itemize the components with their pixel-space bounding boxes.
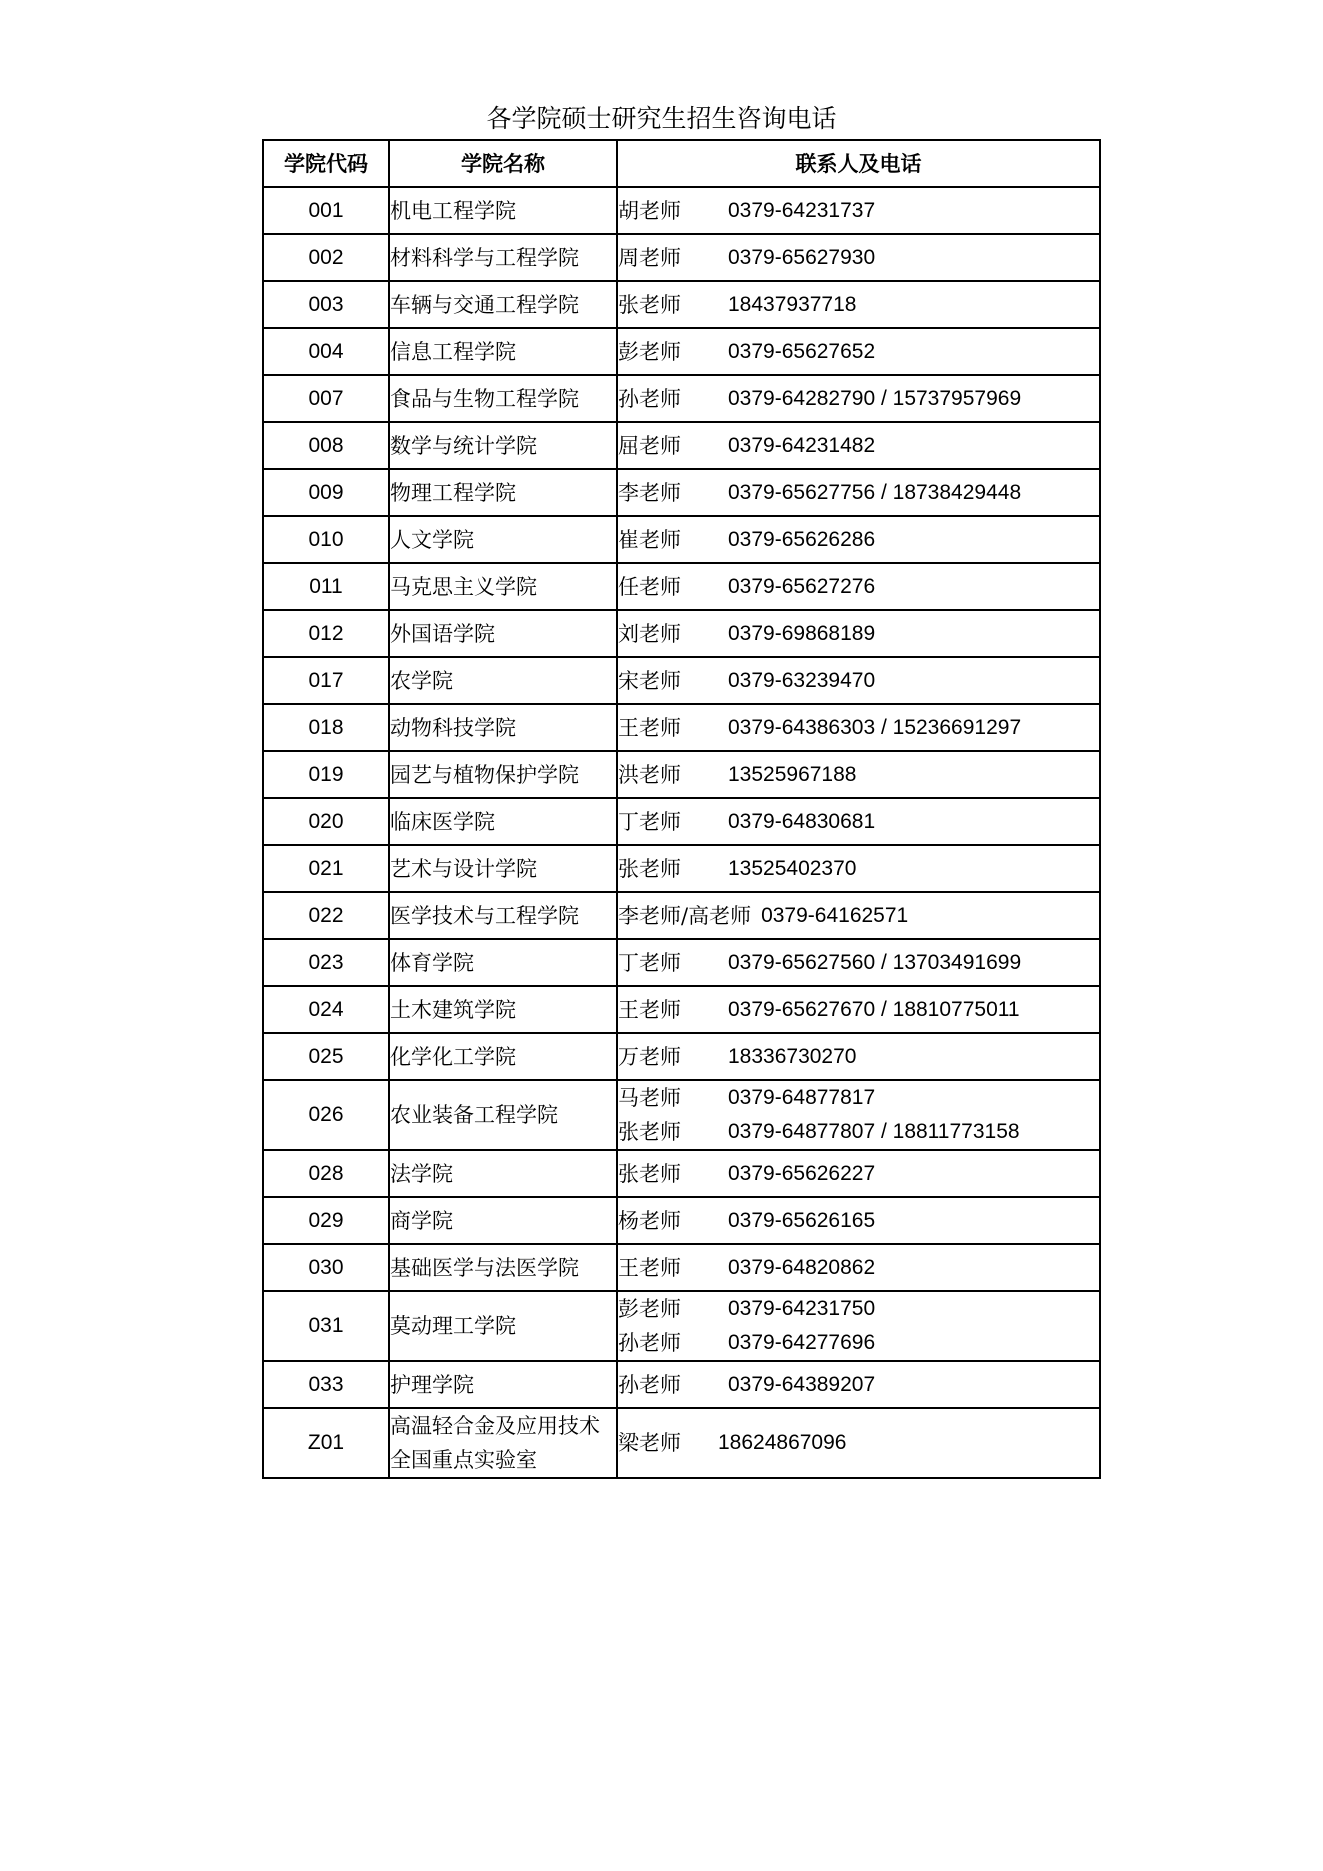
contact-line [618, 852, 1099, 886]
college-code: 022 [263, 892, 389, 939]
contact-line [618, 1426, 1099, 1460]
contact-phone: 0379-65626165 [728, 1208, 876, 1232]
contact-cell [617, 845, 1100, 892]
contact-person: 王老师 [618, 715, 681, 740]
contact-phone: 0379-64877807 / 18811773158 [728, 1120, 1020, 1143]
contact-phone: 0379-64389207 [728, 1372, 876, 1396]
contact-person: 杨老师 [618, 1208, 681, 1233]
contact-line [618, 288, 1099, 322]
contact-phone: 13525967188 [728, 762, 857, 786]
contact-line [618, 1040, 1099, 1074]
table-row [263, 657, 1100, 704]
table-row [263, 422, 1100, 469]
contact-phone: 0379-65626227 [728, 1161, 876, 1185]
college-name: 化学化工学院 [389, 1033, 617, 1080]
contact-cell [617, 1150, 1100, 1197]
table-row [263, 610, 1100, 657]
college-code: 029 [263, 1197, 389, 1244]
contact-line [618, 1157, 1099, 1191]
contact-cell [617, 1361, 1100, 1408]
college-code: 025 [263, 1033, 389, 1080]
college-name: 高温轻合金及应用技术全国重点实验室 [389, 1408, 617, 1478]
contact-person: 李老师/高老师 [618, 903, 752, 928]
table-row [263, 1244, 1100, 1291]
college-code: 003 [263, 281, 389, 328]
table-row [263, 986, 1100, 1033]
contact-person: 彭老师 [618, 339, 681, 364]
college-code: 018 [263, 704, 389, 751]
contact-cell [617, 892, 1100, 939]
contact-cell [617, 1080, 1100, 1150]
contact-person: 屈老师 [618, 433, 681, 458]
college-code: 021 [263, 845, 389, 892]
contact-phone: 0379-64877817 [728, 1086, 876, 1109]
contact-line [618, 993, 1099, 1027]
contact-phone: 18336730270 [728, 1044, 857, 1068]
table-row [263, 704, 1100, 751]
college-name: 临床医学院 [389, 798, 617, 845]
contact-person: 王老师 [618, 1255, 681, 1280]
college-code: 001 [263, 187, 389, 234]
college-name: 艺术与设计学院 [389, 845, 617, 892]
table-row [263, 1033, 1100, 1080]
table-row [263, 892, 1100, 939]
college-code: 028 [263, 1150, 389, 1197]
contact-cell [617, 234, 1100, 281]
contact-phone: 0379-64830681 [728, 809, 876, 833]
header-contact: 联系人及电话 [617, 140, 1100, 187]
contact-person: 周老师 [618, 245, 681, 270]
contact-person: 孙老师 [618, 1331, 681, 1355]
contact-person: 任老师 [618, 574, 681, 599]
table-row [263, 187, 1100, 234]
contact-cell [617, 939, 1100, 986]
contact-phone: 18624867096 [718, 1431, 847, 1454]
table-row [263, 375, 1100, 422]
college-name: 物理工程学院 [389, 469, 617, 516]
contact-phone: 0379-65627930 [728, 245, 876, 269]
contact-person: 丁老师 [618, 809, 681, 834]
college-name: 医学技术与工程学院 [389, 892, 617, 939]
contact-line [618, 476, 1099, 510]
college-code: 008 [263, 422, 389, 469]
contact-person: 张老师 [618, 856, 681, 881]
table-row [263, 469, 1100, 516]
contact-person: 崔老师 [618, 527, 681, 552]
contact-line [618, 335, 1099, 369]
contact-phone: 0379-64162571 [761, 903, 909, 927]
contact-cell [617, 610, 1100, 657]
header-code: 学院代码 [263, 140, 389, 187]
college-code: 019 [263, 751, 389, 798]
college-name: 农业装备工程学院 [389, 1080, 617, 1150]
college-name: 园艺与植物保护学院 [389, 751, 617, 798]
contact-cell [617, 1197, 1100, 1244]
table-row [263, 751, 1100, 798]
contact-phone: 0379-64282790 / 15737957969 [728, 386, 1022, 410]
contact-line [618, 805, 1099, 839]
contact-cell [617, 1033, 1100, 1080]
contact-line [618, 194, 1099, 228]
college-code: 020 [263, 798, 389, 845]
table-row [263, 1150, 1100, 1197]
contact-phone: 0379-63239470 [728, 668, 876, 692]
college-code: 017 [263, 657, 389, 704]
contact-person: 丁老师 [618, 950, 681, 975]
contact-phone: 0379-65627560 / 13703491699 [728, 950, 1022, 974]
table-row [263, 328, 1100, 375]
college-name: 车辆与交通工程学院 [389, 281, 617, 328]
contact-cell [617, 1291, 1100, 1361]
contact-cell [617, 187, 1100, 234]
college-name: 体育学院 [389, 939, 617, 986]
college-code: 004 [263, 328, 389, 375]
header-name: 学院名称 [389, 140, 617, 187]
contact-line [618, 711, 1099, 745]
contact-person: 孙老师 [618, 1372, 681, 1397]
contact-line [618, 946, 1099, 980]
contact-phone: 18437937718 [728, 292, 857, 316]
college-name: 商学院 [389, 1197, 617, 1244]
college-name: 机电工程学院 [389, 187, 617, 234]
contact-line [618, 758, 1099, 792]
contact-cell [617, 469, 1100, 516]
college-name: 农学院 [389, 657, 617, 704]
table-row [263, 281, 1100, 328]
table-row [263, 1080, 1100, 1150]
contact-line [618, 1292, 1099, 1326]
contact-line [618, 1081, 1099, 1115]
table-row [263, 563, 1100, 610]
contact-cell [617, 986, 1100, 1033]
contact-phone: 13525402370 [728, 856, 857, 880]
college-name: 法学院 [389, 1150, 617, 1197]
college-code: 033 [263, 1361, 389, 1408]
contact-phone: 0379-64231482 [728, 433, 876, 457]
contact-line [618, 617, 1099, 651]
college-code: 012 [263, 610, 389, 657]
college-name: 食品与生物工程学院 [389, 375, 617, 422]
contact-phone: 0379-69868189 [728, 621, 876, 645]
table-row [263, 1291, 1100, 1361]
college-code: 002 [263, 234, 389, 281]
college-name: 动物科技学院 [389, 704, 617, 751]
college-name: 数学与统计学院 [389, 422, 617, 469]
college-name: 基础医学与法医学院 [389, 1244, 617, 1291]
college-name: 护理学院 [389, 1361, 617, 1408]
contact-cell [617, 516, 1100, 563]
contact-person: 梁老师 [618, 1431, 681, 1455]
table-row [263, 798, 1100, 845]
contact-cell [617, 751, 1100, 798]
contacts-table [262, 139, 1101, 1479]
contact-cell [617, 563, 1100, 610]
table-row [263, 939, 1100, 986]
contact-person: 彭老师 [618, 1297, 681, 1321]
contact-person: 孙老师 [618, 386, 681, 411]
contact-cell [617, 328, 1100, 375]
page-title: 各学院硕士研究生招生咨询电话 [486, 104, 837, 133]
contact-person: 刘老师 [618, 621, 681, 646]
contact-line [618, 899, 1099, 933]
contact-cell [617, 422, 1100, 469]
contact-person: 王老师 [618, 997, 681, 1022]
college-name: 土木建筑学院 [389, 986, 617, 1033]
contact-line [618, 570, 1099, 604]
table-row [263, 845, 1100, 892]
contact-person: 李老师 [618, 480, 681, 505]
contact-phone: 0379-64231750 [728, 1297, 876, 1320]
contact-line [618, 1115, 1099, 1149]
college-name: 莫动理工学院 [389, 1291, 617, 1361]
table-row [263, 1197, 1100, 1244]
table-body [263, 187, 1100, 1478]
contact-line [618, 1326, 1099, 1360]
college-name: 马克思主义学院 [389, 563, 617, 610]
contact-cell [617, 1244, 1100, 1291]
contact-phone: 0379-65626286 [728, 527, 876, 551]
contact-phone: 0379-64386303 / 15236691297 [728, 715, 1022, 739]
contact-phone: 0379-65627756 / 18738429448 [728, 480, 1022, 504]
contact-line [618, 664, 1099, 698]
contact-cell [617, 281, 1100, 328]
college-name: 材料科学与工程学院 [389, 234, 617, 281]
contact-line [618, 241, 1099, 275]
table-row [263, 1361, 1100, 1408]
table-row [263, 1408, 1100, 1478]
college-code: 030 [263, 1244, 389, 1291]
contact-phone: 0379-65627652 [728, 339, 876, 363]
college-code: 031 [263, 1291, 389, 1361]
contact-line [618, 1251, 1099, 1285]
contact-person: 胡老师 [618, 198, 681, 223]
college-code: 009 [263, 469, 389, 516]
college-code: 007 [263, 375, 389, 422]
college-name: 外国语学院 [389, 610, 617, 657]
table-row [263, 516, 1100, 563]
college-code: 011 [263, 563, 389, 610]
college-code: 026 [263, 1080, 389, 1150]
college-name: 人文学院 [389, 516, 617, 563]
contact-phone: 0379-64820862 [728, 1255, 876, 1279]
contact-person: 张老师 [618, 1161, 681, 1186]
contact-phone: 0379-64231737 [728, 198, 876, 222]
contact-line [618, 382, 1099, 416]
contact-person: 洪老师 [618, 762, 681, 787]
contact-line [618, 429, 1099, 463]
contact-person: 马老师 [618, 1086, 681, 1110]
college-code: 023 [263, 939, 389, 986]
contact-cell [617, 657, 1100, 704]
contact-person: 宋老师 [618, 668, 681, 693]
college-code: Z01 [263, 1408, 389, 1478]
contact-line [618, 1368, 1099, 1402]
contact-line [618, 1204, 1099, 1238]
college-code: 024 [263, 986, 389, 1033]
contact-phone: 0379-65627670 / 18810775011 [728, 997, 1020, 1021]
contact-cell [617, 704, 1100, 751]
contact-line [618, 523, 1099, 557]
contact-person: 张老师 [618, 1120, 681, 1144]
contact-phone: 0379-65627276 [728, 574, 876, 598]
contact-cell [617, 375, 1100, 422]
college-code: 010 [263, 516, 389, 563]
contact-cell [617, 798, 1100, 845]
table-row [263, 234, 1100, 281]
contact-cell [617, 1408, 1100, 1478]
contact-phone: 0379-64277696 [728, 1331, 876, 1354]
college-name: 信息工程学院 [389, 328, 617, 375]
contact-person: 张老师 [618, 292, 681, 317]
table-header-row [263, 140, 1100, 187]
contact-person: 万老师 [618, 1044, 681, 1069]
